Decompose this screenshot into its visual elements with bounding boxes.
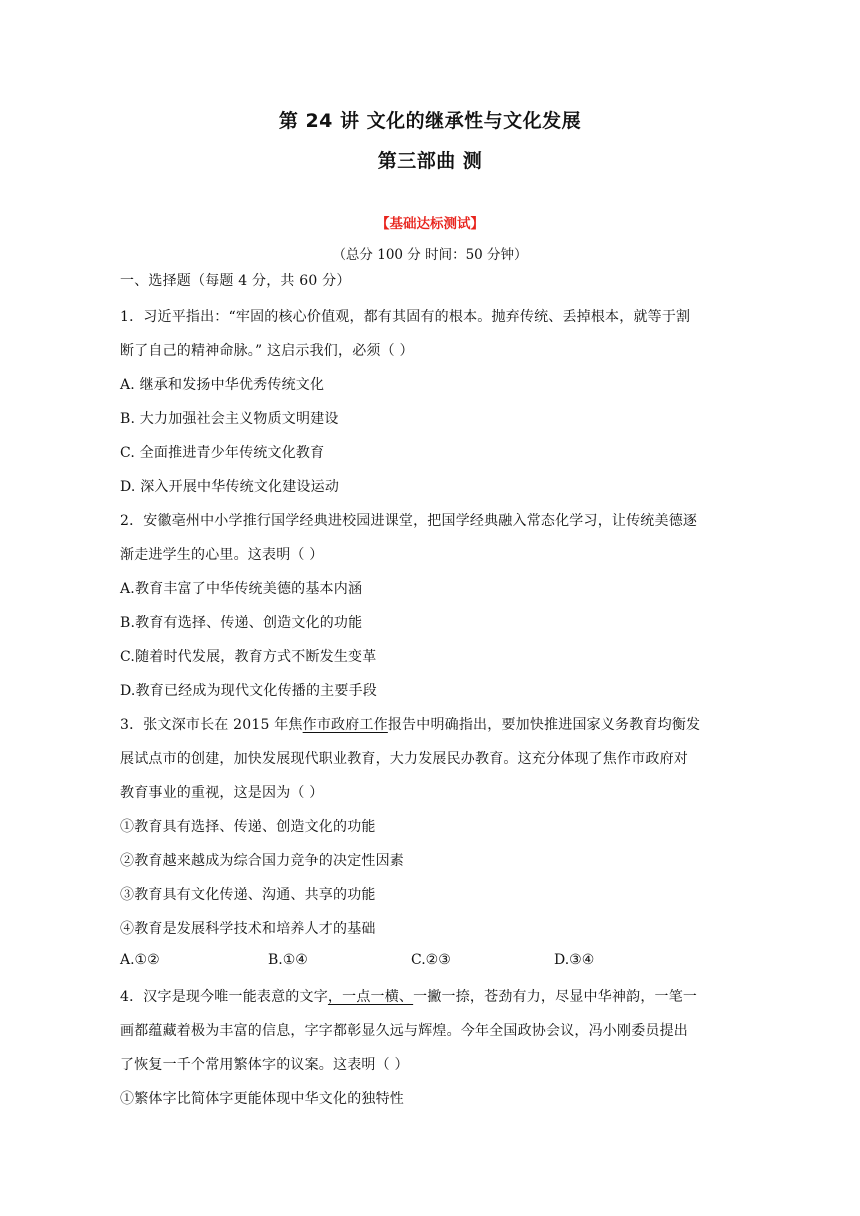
q1-option-b: B. 大力加强社会主义物质文明建设 <box>120 411 339 427</box>
q3-stem-line-2: 展试点市的创建，加快发展现代职业教育，大力发展民办教育。这充分体现了焦作市政府对 <box>120 751 688 767</box>
section-tag: 【基础达标测试】 <box>376 216 484 232</box>
q4-underlined-text: ，一点一横、 <box>327 989 414 1005</box>
q3-choice-d: D.③④ <box>554 952 595 968</box>
q1-option-d: D. 深入开展中华传统文化建设运动 <box>120 479 340 495</box>
q3-statement-1: ①教育具有选择、传递、创造文化的功能 <box>120 819 376 835</box>
q4-stem-text-b: 一撇一捺，苍劲有力，尽显中华神韵，一笔一 <box>413 989 698 1005</box>
q2-option-d: D.教育已经成为现代文化传播的主要手段 <box>120 683 377 699</box>
q1-option-a: A. 继承和发扬中华优秀传统文化 <box>120 377 325 393</box>
q4-stem-line-3: 了恢复一千个常用繁体字的议案。这表明（ ） <box>120 1057 409 1073</box>
part-heading: 一、选择题（每题 4 分，共 60 分） <box>120 273 351 289</box>
q4-statement-1: ①繁体字比简体字更能体现中华文化的独特性 <box>120 1091 404 1107</box>
q4-stem-line-2: 画都蕴藏着极为丰富的信息，字字都彰显久远与辉煌。今年全国政协会议，冯小刚委员提出 <box>120 1023 688 1039</box>
q3-statement-3: ③教育具有文化传递、沟通、共享的功能 <box>120 887 376 903</box>
q4-stem-line-1 <box>120 986 697 1006</box>
q3-statement-4: ④教育是发展科学技术和培养人才的基础 <box>120 921 376 937</box>
q3-choices-row <box>120 952 740 974</box>
q3-choice-a: A.①② <box>120 952 160 968</box>
q3-underlined-text: 作市政府工作 <box>302 717 388 733</box>
q3-stem-line-3: 教育事业的重视，这是因为（ ） <box>120 785 324 801</box>
q1-option-c: C. 全面推进青少年传统文化教育 <box>120 445 325 461</box>
q2-stem-line-1: 2．安徽亳州中小学推行国学经典进校园进课堂，把国学经典融入常态化学习，让传统美德逐 <box>120 513 698 529</box>
q3-stem-text-a: 3．张文深市长在 2015 年焦 <box>120 717 303 733</box>
q1-stem-line-1: 1．习近平指出：“牢固的核心价值观，都有其固有的根本。抛弃传统、丢掉根本，就等于割 <box>120 309 691 325</box>
lesson-title: 第 24 讲 文化的继承性与文化发展 <box>278 110 582 132</box>
q2-stem-line-2: 渐走进学生的心里。这表明（ ） <box>120 547 324 563</box>
q3-stem-text-b: 报告中明确指出，要加快推进国家义务教育均衡发 <box>387 717 701 733</box>
q1-stem-line-2: 断了自己的精神命脉。” 这启示我们，必须（ ） <box>120 343 414 359</box>
q3-stem-line-1 <box>120 714 700 734</box>
q2-option-b: B.教育有选择、传递、创造文化的功能 <box>120 615 363 631</box>
score-info: （总分 100 分 时间：50 分钟） <box>332 247 528 263</box>
q3-statement-2: ②教育越来越成为综合国力竞争的决定性因素 <box>120 853 404 869</box>
q3-choice-b: B.①④ <box>268 952 308 968</box>
q4-stem-text-a: 4．汉字是现今唯一能表意的文字 <box>120 989 328 1005</box>
q2-option-a: A.教育丰富了中华传统美德的基本内涵 <box>120 581 363 597</box>
q2-option-c: C.随着时代发展，教育方式不断发生变革 <box>120 649 377 665</box>
lesson-subtitle: 第三部曲 测 <box>377 150 483 172</box>
q3-choice-c: C.②③ <box>411 952 451 968</box>
